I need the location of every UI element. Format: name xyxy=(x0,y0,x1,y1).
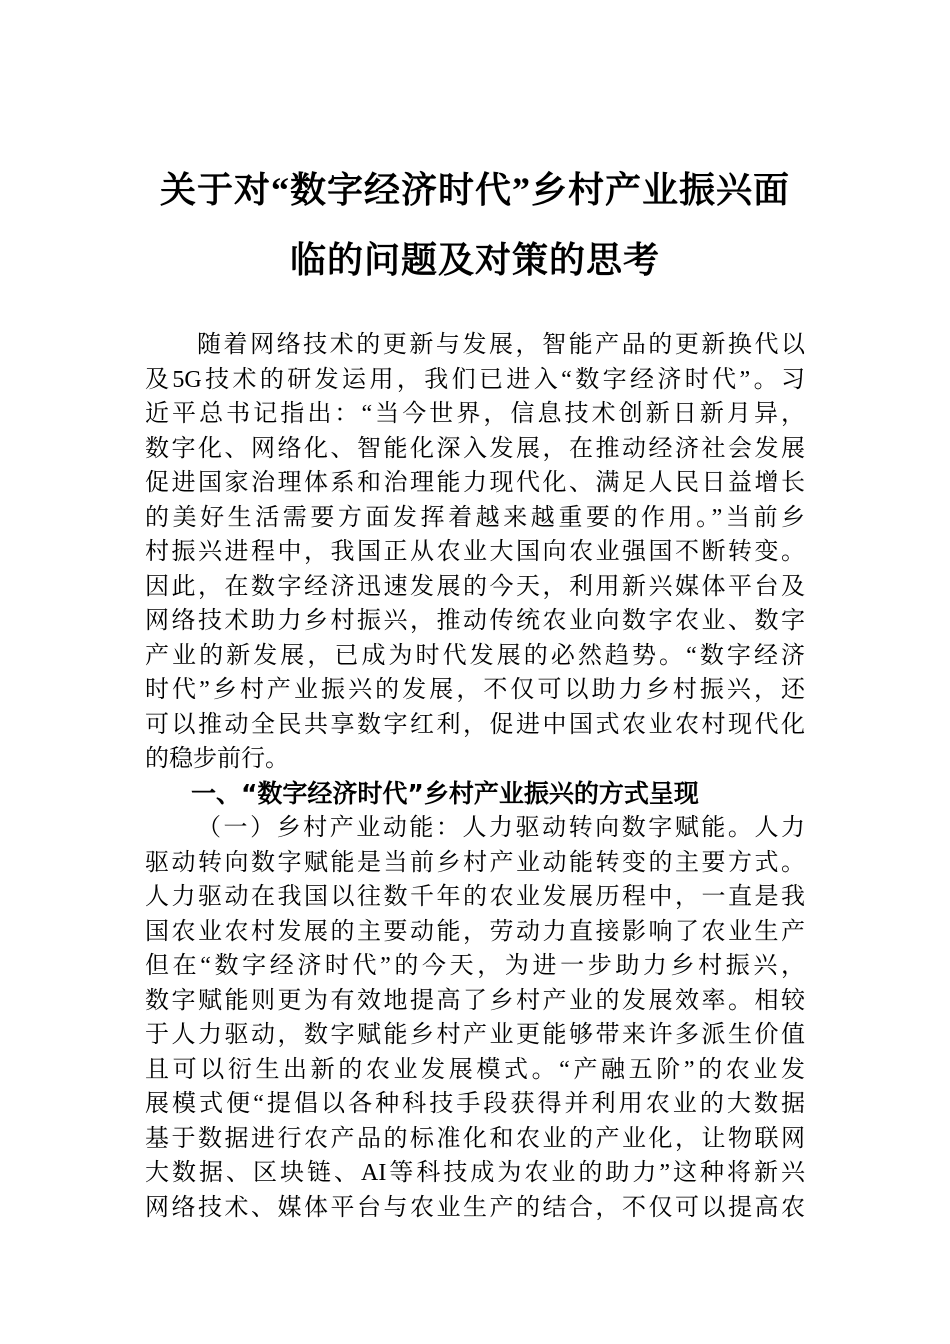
text-line: 随着网络技术的更新与发展，智能产品的更新换代以 xyxy=(197,332,805,358)
text-line: 可以推动全民共享数字红利，促进中国式农业农村现代化 xyxy=(145,711,805,738)
text-line: 数字化、网络化、智能化深入发展，在推动经济社会发展 xyxy=(145,435,805,462)
text-line: 且可以衍生出新的农业发展模式。“产融五阶”的农业发 xyxy=(145,1056,805,1083)
text-line: 数字赋能则更为有效地提高了乡村产业的发展效率。相较 xyxy=(145,987,805,1014)
section-paragraph xyxy=(145,811,805,1225)
text-line: 因此，在数字经济迅速发展的今天，利用新兴媒体平台及 xyxy=(145,573,805,600)
document-title-line-2: 临的问题及对策的思考 xyxy=(289,240,660,280)
text-line: 产业的新发展，已成为时代发展的必然趋势。“数字经济 xyxy=(145,642,805,669)
text-line: 大数据、区块链、AI等科技成为农业的助力”这种将新兴 xyxy=(145,1160,805,1186)
text-line: 村振兴进程中，我国正从农业大国向农业强国不断转变。 xyxy=(145,539,805,565)
text-line: 的稳步前行。 xyxy=(145,746,289,772)
document-title-line-1: 关于对“数字经济时代”乡村产业振兴面 xyxy=(159,170,790,210)
text-line: 及5G技术的研发运用，我们已进入“数字经济时代”。习 xyxy=(145,366,805,393)
text-line: 展模式便“提倡以各种科技手段获得并利用农业的大数据 xyxy=(145,1091,805,1117)
text-line: 时代”乡村产业振兴的发展，不仅可以助力乡村振兴，还 xyxy=(145,677,805,703)
text-line: 基于数据进行农产品的标准化和农业的产业化，让物联网 xyxy=(145,1125,805,1152)
text-line: 网络技术助力乡村振兴，推动传统农业向数字农业、数字 xyxy=(145,608,805,634)
section-heading: 一、“数字经济时代”乡村产业振兴的方式呈现 xyxy=(191,778,699,808)
document-body xyxy=(145,328,805,1225)
text-line: 的美好生活需要方面发挥着越来越重要的作用。”当前乡 xyxy=(145,504,805,531)
text-line: 网络技术、媒体平台与农业生产的结合，不仅可以提高农 xyxy=(145,1194,805,1221)
intro-paragraph xyxy=(145,328,805,777)
text-line: （一）乡村产业动能：人力驱动转向数字赋能。人力 xyxy=(197,815,805,841)
text-line: 国农业农村发展的主要动能，劳动力直接影响了农业生产 xyxy=(145,918,805,945)
text-line: 但在“数字经济时代”的今天，为进一步助力乡村振兴， xyxy=(145,953,805,979)
text-line: 促进国家治理体系和治理能力现代化、满足人民日益增长 xyxy=(145,470,805,496)
text-line: 驱动转向数字赋能是当前乡村产业动能转变的主要方式。 xyxy=(145,849,805,876)
text-line: 近平总书记指出：“当今世界，信息技术创新日新月异， xyxy=(145,401,805,427)
text-line: 人力驱动在我国以往数千年的农业发展历程中，一直是我 xyxy=(145,884,805,910)
text-line: 于人力驱动，数字赋能乡村产业更能够带来许多派生价值 xyxy=(145,1022,805,1048)
